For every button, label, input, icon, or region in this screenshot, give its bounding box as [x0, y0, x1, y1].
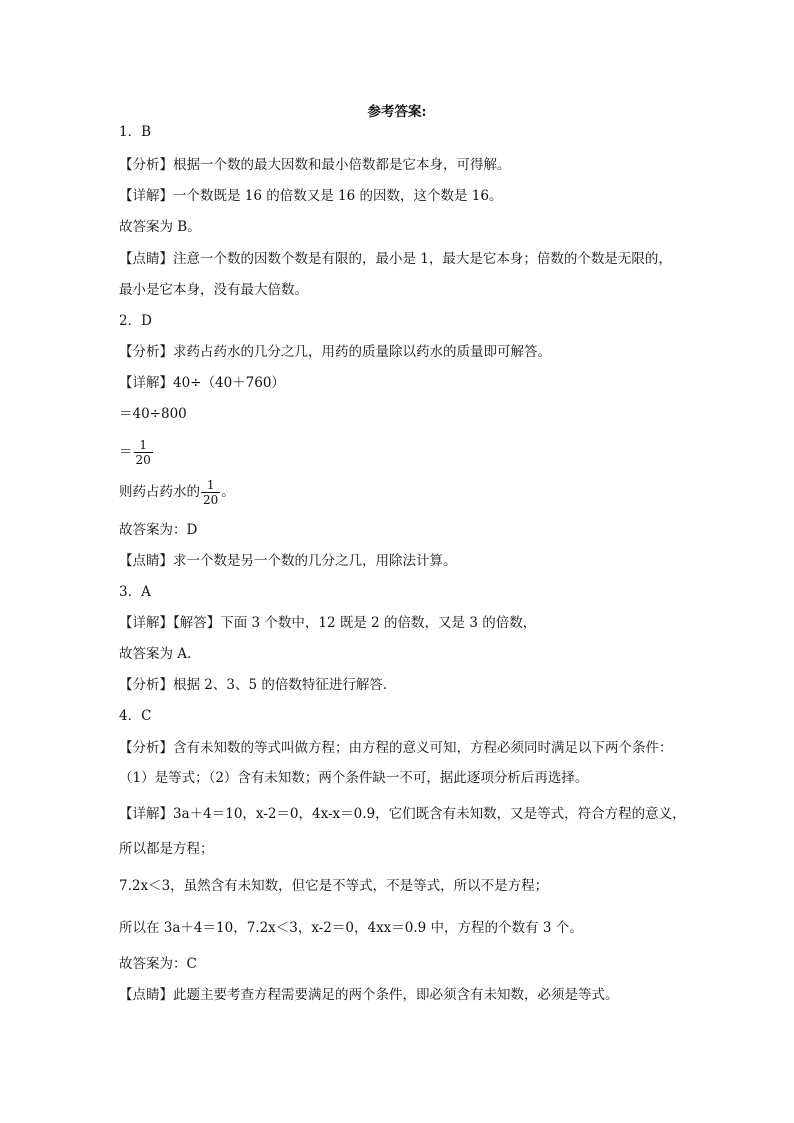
q2-detail: 【详解】40÷（40＋760）: [119, 375, 285, 391]
q4-analysis-line1: 【分析】含有未知数的等式叫做方程；由方程的意义可知，方程必须同时满足以下两个条件：: [119, 740, 673, 756]
q2-answer: 故答案为：D: [119, 522, 198, 538]
q3-head: 3．A: [119, 584, 151, 600]
q2-conclusion: [119, 478, 235, 507]
q4-analysis-line2: （1）是等式；（2）含有未知数；两个条件缺一不可，据此逐项分析后再选择。: [119, 770, 589, 786]
q2-conclusion-text: 则药占药水的: [119, 484, 200, 500]
q1-head: 1．B: [119, 124, 152, 140]
q2-step2: ＝40÷800: [119, 406, 187, 422]
fraction-numerator: 1: [139, 438, 147, 452]
q4-head: 4．C: [119, 708, 152, 724]
q1-note-line1: 【点睛】注意一个数的因数个数是有限的，最小是 1，最大是它本身；倍数的个数是无限的，: [119, 251, 672, 267]
q4-answer: 故答案为：C: [119, 956, 197, 972]
fraction-denominator: 20: [135, 453, 151, 467]
q3-analysis: 【分析】根据 2、3、5 的倍数特征进行解答.: [119, 677, 388, 693]
q2-conclusion-period: 。: [221, 484, 235, 500]
q2-head: 2．D: [119, 313, 152, 329]
q2-step3: [119, 438, 154, 467]
q2-step3-fraction: [134, 438, 153, 467]
q2-note: 【点睛】求一个数是另一个数的几分之几，用除法计算。: [119, 553, 457, 569]
q2-analysis: 【分析】求药占药水的几分之几，用药的质量除以药水的质量即可解答。: [119, 344, 551, 360]
q3-detail: 【详解】【解答】下面 3 个数中，12 既是 2 的倍数，又是 3 的倍数，: [119, 615, 537, 631]
q2-conclusion-fraction: [201, 478, 220, 507]
q2-step3-equals: ＝: [119, 444, 133, 460]
q4-detail-line2: 所以都是方程；: [119, 841, 214, 857]
q1-note-line2: 最小是它本身，没有最大倍数。: [119, 282, 308, 298]
q4-note: 【点睛】此题主要考查方程需要满足的两个条件，即必须含有未知数，必须是等式。: [119, 987, 619, 1003]
page-title: 参考答案:: [367, 104, 427, 120]
q1-detail: 【详解】一个数既是 16 的倍数又是 16 的因数，这个数是 16。: [119, 188, 503, 204]
q3-answer: 故答案为 A.: [119, 646, 192, 662]
q4-detail-line4: 所以在 3a＋4＝10，7.2x＜3，x-2＝0，4xx＝0.9 中，方程的个数有 3 个。: [119, 920, 583, 936]
q4-detail-line1: 【详解】3a＋4＝10，x-2＝0，4x-x＝0.9，它们既含有未知数，又是等式，符合方程的意义，: [119, 806, 686, 822]
q1-analysis: 【分析】根据一个数的最大因数和最小倍数都是它本身，可得解。: [119, 157, 511, 173]
q1-answer: 故答案为 B。: [119, 219, 201, 235]
fraction-numerator: 1: [206, 478, 215, 492]
fraction-denominator: 20: [203, 493, 219, 507]
q4-detail-line3: 7.2x＜3，虽然含有未知数，但它是不等式，不是等式，所以不是方程；: [119, 878, 549, 894]
